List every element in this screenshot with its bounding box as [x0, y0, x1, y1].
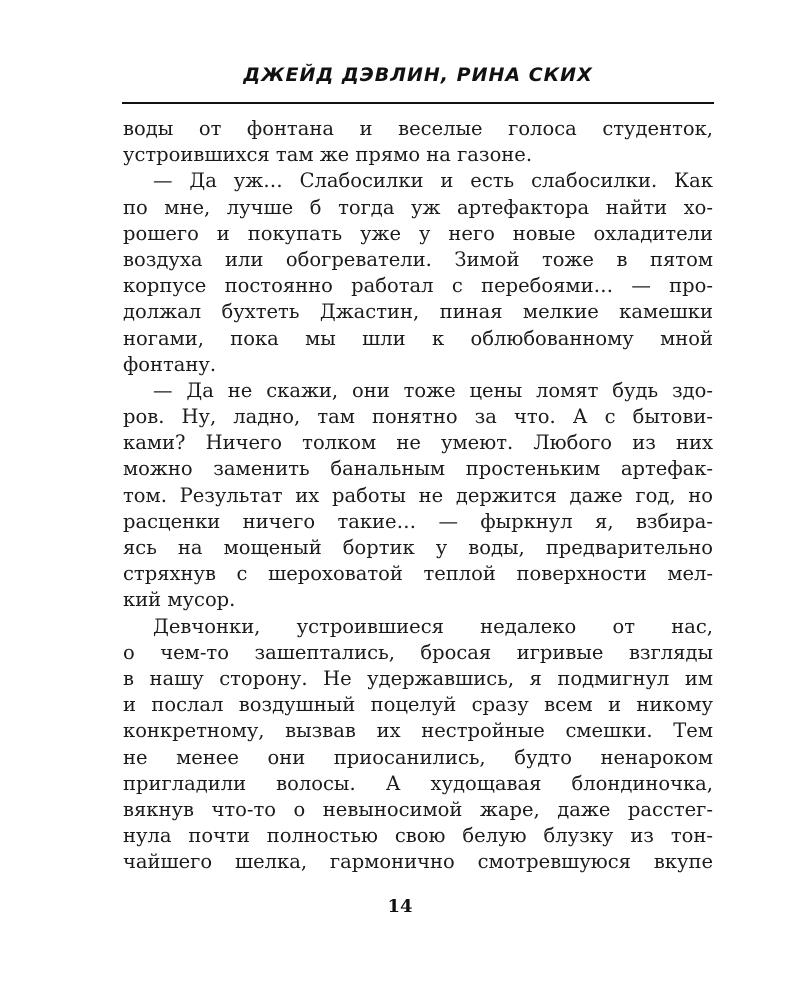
text-line: — Да уж… Слабосилки и есть слабосилки. Как	[153, 169, 713, 193]
text-line: воды от фонтана и веселые голоса студенток,	[123, 117, 713, 140]
text-line: конкретному, вызвав их нестройные смешки. Тем	[123, 719, 713, 743]
text-line: вякнув что-то о невыносимой жаре, даже расстег-	[123, 797, 713, 821]
text-line: корпусе постоянно работал с перебоями… — про-	[123, 274, 713, 298]
body-text	[123, 116, 713, 875]
text-line: не менее они приосанились, будто ненароком	[123, 745, 713, 769]
text-line: рошего и покупать уже у него новые охладители	[123, 221, 713, 245]
text-line: ками? Ничего толком не умеют. Любого из них	[123, 431, 713, 455]
text-line: воздуха или обогреватели. Зимой тоже в пятом	[123, 247, 713, 271]
text-line: о чем-то зашептались, бросая игривые взгляды	[123, 640, 713, 664]
running-title: ДЖЕЙД ДЭВЛИН, РИНА СКИХ	[243, 64, 593, 86]
text-line: устроившихся там же прямо на газоне.	[123, 143, 533, 167]
text-line: по мне, лучше б тогда уж артефактора найти хо-	[123, 195, 713, 219]
text-line: кий мусор.	[123, 588, 236, 612]
text-line: ясь на мощеный бортик у воды, предварительно	[123, 536, 713, 559]
header-rule	[122, 102, 714, 104]
text-line: и послал воздушный поцелуй сразу всем и никому	[123, 693, 713, 717]
text-line: чайшего шелка, гармонично смотревшуюся вкупе	[123, 850, 713, 874]
text-line: в нашу сторону. Не удержавшись, я подмигнул им	[123, 666, 713, 690]
text-line: стряхнув с шероховатой теплой поверхности мел-	[123, 562, 713, 586]
text-line: нула почти полностью свою белую блузку из тон-	[123, 824, 713, 848]
text-line: — Да не скажи, они тоже цены ломят будь здо-	[153, 378, 713, 402]
text-line: фонтану.	[123, 352, 217, 376]
text-line: ногами, пока мы шли к облюбованному мной	[123, 326, 713, 350]
text-line: должал бухтеть Джастин, пиная мелкие камешки	[123, 300, 713, 324]
text-line: ров. Ну, ладно, там понятно за что. А с бытови-	[123, 405, 713, 429]
text-line: расценки ничего такие… — фыркнул я, взбира-	[123, 509, 713, 533]
page-number: 14	[387, 896, 413, 917]
text-line: Девчонки, устроившиеся недалеко от нас,	[153, 614, 713, 638]
text-line: можно заменить банальным простеньким артефак-	[123, 457, 713, 481]
text-line: том. Результат их работы не держится даже год, но	[123, 483, 713, 507]
text-line: пригладили волосы. А худощавая блондиночка,	[123, 771, 713, 795]
